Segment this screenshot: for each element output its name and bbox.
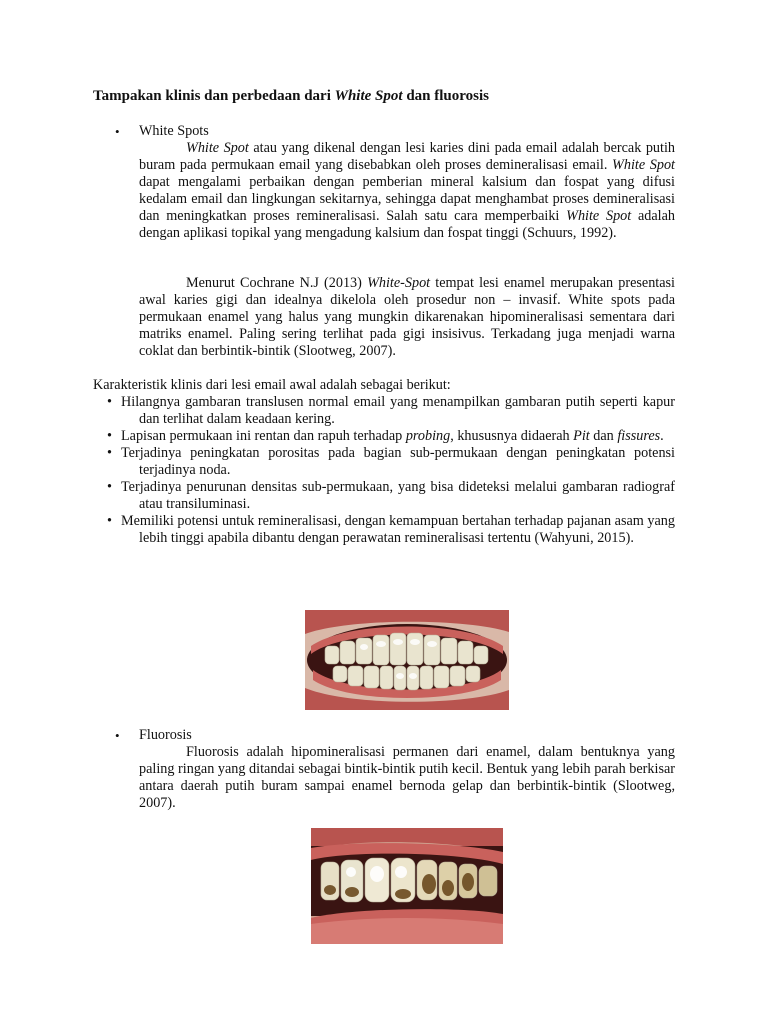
- white-spots-paragraph-1-run-1: atau yang dikenal dengan lesi karies dini pada email adalah bercak putih buram pada permukaan email yang disebabkan oleh proses demineralisasi email.: [139, 140, 675, 173]
- karakteristik-intro: Karakteristik klinis dari lesi email awal adalah sebagai berikut:: [93, 377, 451, 393]
- karakteristik-item: [93, 479, 675, 513]
- list-bullet: •: [107, 394, 112, 410]
- karakteristik-item-1-run-5: fissures: [617, 428, 661, 444]
- karakteristik-item-2-run-0: Terjadinya peningkatan porositas pada bagian sub-permukaan dengan peningkatan potensi terjadinya noda.: [121, 445, 675, 478]
- karakteristik-item-1-run-3: Pit: [573, 428, 590, 444]
- white-spots-paragraph-2-run-0: Menurut Cochrane N.J (2013): [186, 275, 368, 291]
- section-heading-white-spots: White Spots: [139, 123, 209, 139]
- white-spots-paragraph-1-run-4: White Spot: [566, 208, 632, 224]
- list-bullet: •: [107, 479, 112, 495]
- fluorosis-teeth-illustration: [311, 828, 503, 944]
- karakteristik-list: [93, 394, 675, 547]
- list-bullet: •: [107, 428, 112, 444]
- karakteristik-item-1-run-1: probing: [405, 428, 451, 444]
- karakteristik-item-1-run-0: Lapisan permukaan ini rentan dan rapuh terhadap: [121, 428, 406, 444]
- fluorosis-paragraph-1-run-0: Fluorosis adalah hipomineralisasi permanen dari enamel, dalam bentuknya yang paling ringan yang ditandai sebagai bintik-bintik putih kecil. Bentuk yang lebih parah berkisar antara daerah putih buram sampai enamel bernoda gelap dan berbintik-bintik (Slootweg, 2007).: [139, 744, 675, 811]
- section-bullet-white-spots: •: [115, 124, 120, 139]
- white-spot-teeth-photo: [305, 610, 509, 710]
- white-spots-paragraph-2-run-1: White-Spot: [367, 275, 431, 291]
- white-spots-paragraph-1: [139, 140, 675, 242]
- list-bullet: •: [107, 513, 112, 529]
- karakteristik-item-0-run-0: Hilangnya gambaran translusen normal email yang menampilkan gambaran putih seperti kapur dan terlihat dalam keadaan kering.: [121, 394, 675, 427]
- white-spots-paragraph-2: [139, 275, 675, 360]
- karakteristik-item: [93, 428, 675, 445]
- white-spots-paragraph-1-run-3: dapat mengalami perbaikan dengan pemberian mineral kalsium dan fospat yang difusi kedalam email dan lingkungan sekitarnya, sehingga dapat menghambat proses demineralisasi dan meningkatkan proses remineralisasi. Salah satu cara memperbaiki: [139, 174, 675, 224]
- karakteristik-item-1-run-2: , khususnya didaerah: [450, 428, 574, 444]
- section-heading-fluorosis: Fluorosis: [139, 727, 192, 743]
- white-spots-paragraph-2-run-2: tempat lesi enamel merupakan presentasi awal karies gigi dan idealnya dikelola oleh prosedur non – invasif. White spots pada permukaan enamel yang halus yang mungkin dikarenakan hipomineralisasi sementara dari matriks enamel. Paling sering terlihat pada gigi insisivus. Terkadang juga menjadi warna coklat dan berbintik-bintik (Slootweg, 2007).: [139, 275, 676, 359]
- karakteristik-item-4-run-0: Memiliki potensi untuk remineralisasi, dengan kemampuan bertahan terhadap pajanan asam yang lebih tinggi apabila dibantu dengan perawatan remineralisasi tertentu (Wahyuni, 2015).: [121, 513, 675, 546]
- section-bullet-fluorosis: •: [115, 728, 120, 743]
- fluorosis-paragraph-1: [139, 744, 675, 812]
- karakteristik-item: [93, 513, 675, 547]
- white-spots-paragraph-1-run-5: adalah dengan aplikasi topikal yang mengadung kalsium dan fospat tinggi (Schuurs, 1992).: [139, 208, 675, 241]
- karakteristik-item: [93, 445, 675, 479]
- karakteristik-item-1-run-4: dan: [589, 428, 618, 444]
- white-spots-paragraph-1-run-2: White Spot: [612, 157, 675, 173]
- fluorosis-teeth-photo: [311, 828, 503, 944]
- list-bullet: •: [107, 445, 112, 461]
- karakteristik-item-1-run-6: .: [660, 428, 664, 444]
- document-title: Tampakan klinis dan perbedaan dari White Spot dan fluorosis: [93, 88, 489, 104]
- karakteristik-item-3-run-0: Terjadinya penurunan densitas sub-permukaan, yang bisa dideteksi melalui gambaran radiograf atau transiluminasi.: [121, 479, 675, 512]
- white-spot-teeth-illustration: [305, 610, 509, 710]
- karakteristik-item: [93, 394, 675, 428]
- white-spots-paragraph-1-run-0: White Spot: [186, 140, 249, 156]
